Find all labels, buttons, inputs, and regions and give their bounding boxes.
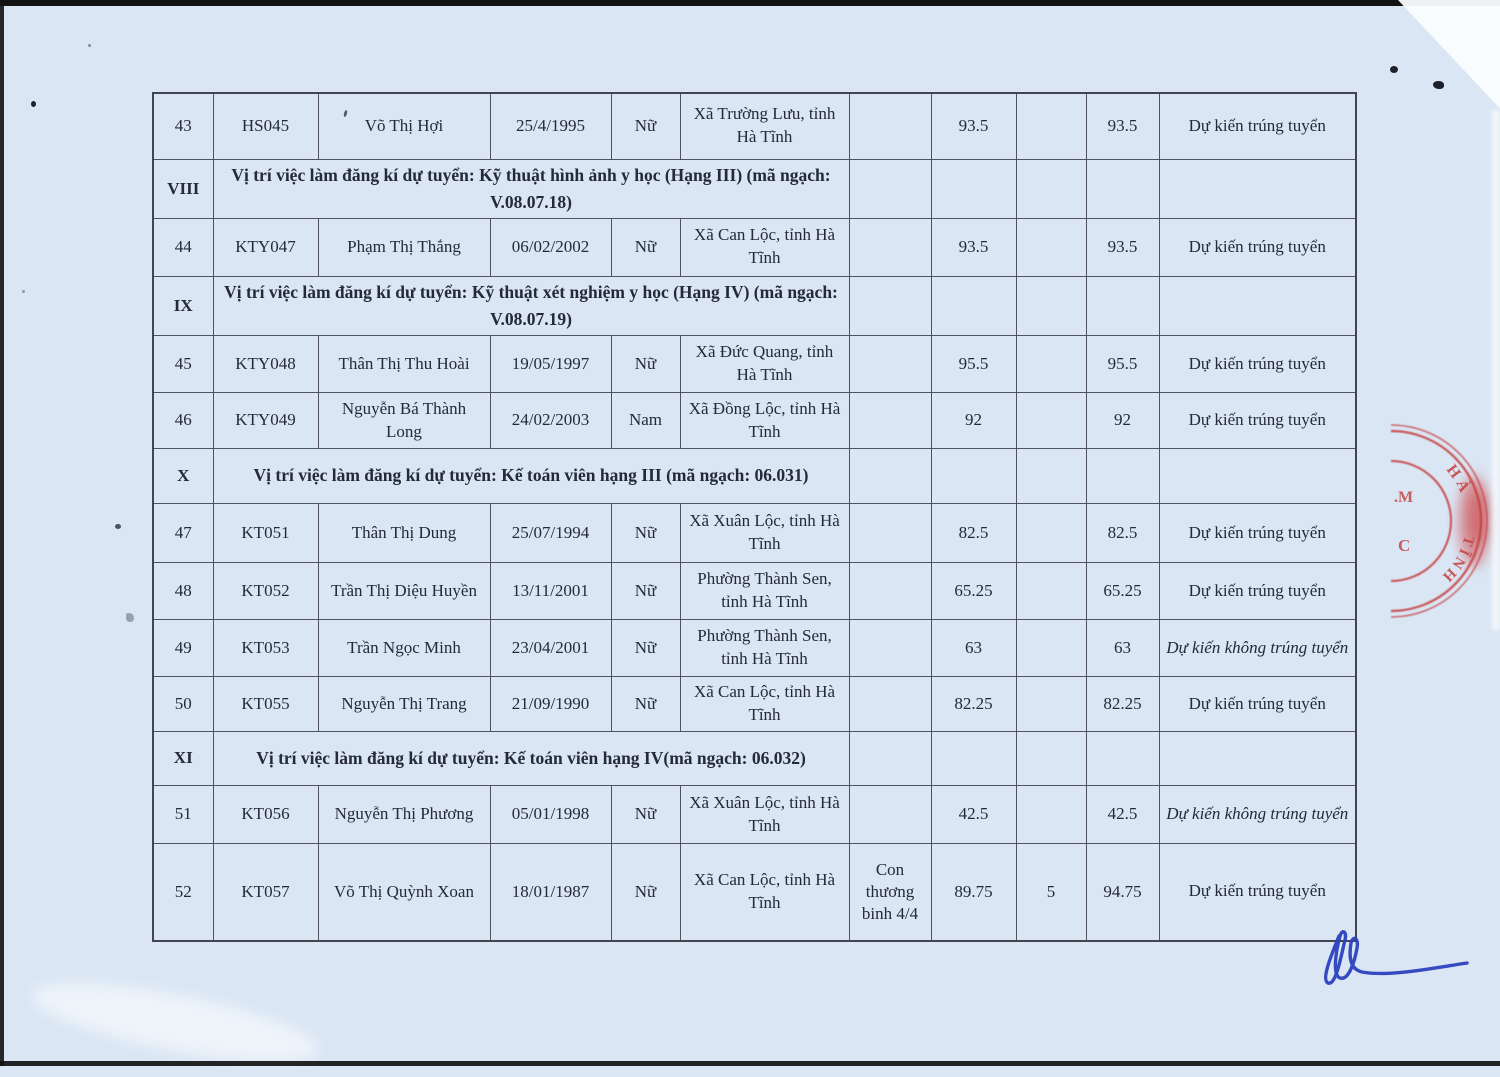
empty-cell bbox=[1086, 732, 1159, 786]
cell-code: KT055 bbox=[213, 677, 318, 732]
cell-code: KT052 bbox=[213, 563, 318, 620]
stamp-ring-text: TĨNH bbox=[1437, 533, 1477, 587]
cell-bonus bbox=[1016, 504, 1086, 563]
cell-section-numeral: IX bbox=[153, 276, 213, 335]
cell-gender: Nữ bbox=[611, 218, 680, 276]
cell-name: Phạm Thị Thắng bbox=[318, 218, 490, 276]
cell-bonus bbox=[1016, 218, 1086, 276]
cell-address: Xã Đồng Lộc, tỉnh Hà Tĩnh bbox=[680, 393, 849, 449]
section-title: Vị trí việc làm đăng kí dự tuyển: Kỹ thuật xét nghiệm y học (Hạng IV) (mã ngạch: V.08.07.19) bbox=[213, 276, 849, 335]
cell-gender: Nam bbox=[611, 393, 680, 449]
cell-result: Dự kiến trúng tuyển bbox=[1159, 336, 1356, 393]
cell-total: 42.5 bbox=[1086, 786, 1159, 844]
cell-priority bbox=[849, 504, 931, 563]
cell-section-numeral: VIII bbox=[153, 159, 213, 218]
cell-score: 89.75 bbox=[931, 844, 1016, 941]
section-title: Vị trí việc làm đăng kí dự tuyển: Kế toán viên hạng IV(mã ngạch: 06.032) bbox=[213, 732, 849, 786]
cell-name: Nguyễn Thị Trang bbox=[318, 677, 490, 732]
cell-total: 93.5 bbox=[1086, 218, 1159, 276]
table-row bbox=[153, 393, 1356, 449]
cell-score: 42.5 bbox=[931, 786, 1016, 844]
cell-priority bbox=[849, 218, 931, 276]
cell-name: Trần Ngọc Minh bbox=[318, 620, 490, 677]
empty-cell bbox=[1086, 159, 1159, 218]
cell-bonus bbox=[1016, 393, 1086, 449]
cell-code: KTY047 bbox=[213, 218, 318, 276]
cell-total: 82.5 bbox=[1086, 504, 1159, 563]
cell-address: Phường Thành Sen, tỉnh Hà Tĩnh bbox=[680, 563, 849, 620]
cell-code: KTY049 bbox=[213, 393, 318, 449]
ink-speck bbox=[31, 101, 36, 107]
section-row bbox=[153, 449, 1356, 504]
cell-address: Xã Can Lộc, tỉnh Hà Tĩnh bbox=[680, 218, 849, 276]
cell-priority bbox=[849, 677, 931, 732]
cell-gender: Nữ bbox=[611, 677, 680, 732]
cell-section-numeral: XI bbox=[153, 732, 213, 786]
cell-stt: 52 bbox=[153, 844, 213, 941]
cell-address: Xã Xuân Lộc, tỉnh Hà Tĩnh bbox=[680, 504, 849, 563]
cell-stt: 50 bbox=[153, 677, 213, 732]
cell-name: Nguyễn Thị Phương bbox=[318, 786, 490, 844]
cell-address: Xã Can Lộc, tỉnh Hà Tĩnh bbox=[680, 677, 849, 732]
empty-cell bbox=[1086, 449, 1159, 504]
cell-address: Phường Thành Sen, tỉnh Hà Tĩnh bbox=[680, 620, 849, 677]
cell-result: Dự kiến trúng tuyển bbox=[1159, 393, 1356, 449]
cell-total: 94.75 bbox=[1086, 844, 1159, 941]
cell-code: KT057 bbox=[213, 844, 318, 941]
cell-code: KTY048 bbox=[213, 336, 318, 393]
cell-score: 95.5 bbox=[931, 336, 1016, 393]
page-corner-fold bbox=[1350, 0, 1500, 118]
official-stamp bbox=[1368, 418, 1500, 633]
cell-name: Thân Thị Dung bbox=[318, 504, 490, 563]
empty-cell bbox=[1159, 732, 1356, 786]
cell-priority bbox=[849, 786, 931, 844]
cell-gender: Nữ bbox=[611, 620, 680, 677]
cell-code: HS045 bbox=[213, 93, 318, 159]
ink-speck bbox=[1433, 81, 1444, 89]
empty-cell bbox=[849, 276, 931, 335]
cell-result: Dự kiến trúng tuyển bbox=[1159, 563, 1356, 620]
cell-result: Dự kiến trúng tuyển bbox=[1159, 218, 1356, 276]
candidate-results-table bbox=[152, 92, 1357, 942]
empty-cell bbox=[1159, 449, 1356, 504]
cell-address: Xã Can Lộc, tỉnh Hà Tĩnh bbox=[680, 844, 849, 941]
cell-result: Dự kiến trúng tuyển bbox=[1159, 677, 1356, 732]
cell-score: 65.25 bbox=[931, 563, 1016, 620]
cell-address: Xã Đức Quang, tỉnh Hà Tĩnh bbox=[680, 336, 849, 393]
cell-score: 93.5 bbox=[931, 93, 1016, 159]
cell-dob: 13/11/2001 bbox=[490, 563, 611, 620]
ink-speck bbox=[1390, 66, 1398, 73]
cell-score: 63 bbox=[931, 620, 1016, 677]
cell-bonus bbox=[1016, 620, 1086, 677]
cell-dob: 19/05/1997 bbox=[490, 336, 611, 393]
empty-cell bbox=[1159, 276, 1356, 335]
cell-code: KT051 bbox=[213, 504, 318, 563]
cell-gender: Nữ bbox=[611, 93, 680, 159]
table-row bbox=[153, 563, 1356, 620]
section-row bbox=[153, 276, 1356, 335]
stamp-fragment-text: C bbox=[1398, 536, 1411, 555]
section-row bbox=[153, 732, 1356, 786]
cell-bonus bbox=[1016, 786, 1086, 844]
table-row bbox=[153, 218, 1356, 276]
ink-speck bbox=[88, 44, 91, 47]
cell-score: 82.5 bbox=[931, 504, 1016, 563]
empty-cell bbox=[1016, 159, 1086, 218]
cell-dob: 21/09/1990 bbox=[490, 677, 611, 732]
cell-dob: 06/02/2002 bbox=[490, 218, 611, 276]
cell-priority bbox=[849, 563, 931, 620]
cell-name: Thân Thị Thu Hoài bbox=[318, 336, 490, 393]
cell-total: 92 bbox=[1086, 393, 1159, 449]
cell-bonus bbox=[1016, 93, 1086, 159]
stamp-ring-text: HÀ bbox=[1442, 461, 1475, 499]
ink-speck bbox=[126, 613, 134, 622]
table-row bbox=[153, 93, 1356, 159]
cell-dob: 25/07/1994 bbox=[490, 504, 611, 563]
cell-bonus bbox=[1016, 563, 1086, 620]
cell-stt: 43 bbox=[153, 93, 213, 159]
cell-priority bbox=[849, 620, 931, 677]
cell-score: 92 bbox=[931, 393, 1016, 449]
scan-edge-top bbox=[0, 0, 1500, 6]
cell-gender: Nữ bbox=[611, 786, 680, 844]
cell-result: Dự kiến trúng tuyển bbox=[1159, 93, 1356, 159]
handwritten-signature bbox=[1295, 918, 1490, 1010]
table-row bbox=[153, 844, 1356, 941]
cell-result: Dự kiến không trúng tuyển bbox=[1159, 620, 1356, 677]
cell-priority bbox=[849, 93, 931, 159]
cell-result: Dự kiến trúng tuyển bbox=[1159, 844, 1356, 941]
stamp-fragment-text: .M bbox=[1394, 489, 1414, 506]
cell-name: Nguyễn Bá Thành Long bbox=[318, 393, 490, 449]
cell-name: Võ Thị Quỳnh Xoan bbox=[318, 844, 490, 941]
cell-stt: 45 bbox=[153, 336, 213, 393]
cell-gender: Nữ bbox=[611, 336, 680, 393]
cell-section-numeral: X bbox=[153, 449, 213, 504]
cell-total: 82.25 bbox=[1086, 677, 1159, 732]
cell-stt: 51 bbox=[153, 786, 213, 844]
cell-address: Xã Xuân Lộc, tỉnh Hà Tĩnh bbox=[680, 786, 849, 844]
cell-code: KT056 bbox=[213, 786, 318, 844]
cell-stt: 48 bbox=[153, 563, 213, 620]
cell-priority bbox=[849, 393, 931, 449]
cell-total: 65.25 bbox=[1086, 563, 1159, 620]
cell-score: 82.25 bbox=[931, 677, 1016, 732]
cell-dob: 25/4/1995 bbox=[490, 93, 611, 159]
ink-speck bbox=[22, 290, 25, 293]
cell-score: 93.5 bbox=[931, 218, 1016, 276]
cell-priority bbox=[849, 336, 931, 393]
cell-gender: Nữ bbox=[611, 563, 680, 620]
scan-light-strip bbox=[1492, 110, 1500, 630]
cell-dob: 23/04/2001 bbox=[490, 620, 611, 677]
cell-result: Dự kiến trúng tuyển bbox=[1159, 504, 1356, 563]
ink-speck bbox=[115, 524, 121, 529]
empty-cell bbox=[1159, 159, 1356, 218]
table-row bbox=[153, 504, 1356, 563]
cell-bonus bbox=[1016, 677, 1086, 732]
empty-cell bbox=[931, 276, 1016, 335]
cell-total: 93.5 bbox=[1086, 93, 1159, 159]
cell-stt: 46 bbox=[153, 393, 213, 449]
cell-address: Xã Trường Lưu, tỉnh Hà Tĩnh bbox=[680, 93, 849, 159]
cell-priority: Con thương binh 4/4 bbox=[849, 844, 931, 941]
cell-dob: 18/01/1987 bbox=[490, 844, 611, 941]
empty-cell bbox=[931, 732, 1016, 786]
table-row bbox=[153, 336, 1356, 393]
empty-cell bbox=[1086, 276, 1159, 335]
cell-name: Võ Thị Hợi bbox=[318, 93, 490, 159]
cell-bonus bbox=[1016, 336, 1086, 393]
empty-cell bbox=[931, 159, 1016, 218]
empty-cell bbox=[1016, 449, 1086, 504]
scan-edge-bottom bbox=[0, 1061, 1500, 1066]
table-row bbox=[153, 677, 1356, 732]
cell-gender: Nữ bbox=[611, 844, 680, 941]
table-row bbox=[153, 620, 1356, 677]
cell-code: KT053 bbox=[213, 620, 318, 677]
cell-gender: Nữ bbox=[611, 504, 680, 563]
table-row bbox=[153, 786, 1356, 844]
cell-name: Trần Thị Diệu Huyền bbox=[318, 563, 490, 620]
section-title: Vị trí việc làm đăng kí dự tuyển: Kỹ thuật hình ảnh y học (Hạng III) (mã ngạch: V.08.07.18) bbox=[213, 159, 849, 218]
empty-cell bbox=[931, 449, 1016, 504]
scan-edge-left bbox=[0, 0, 4, 1066]
section-title: Vị trí việc làm đăng kí dự tuyển: Kế toán viên hạng III (mã ngạch: 06.031) bbox=[213, 449, 849, 504]
cell-total: 95.5 bbox=[1086, 336, 1159, 393]
cell-dob: 05/01/1998 bbox=[490, 786, 611, 844]
cell-stt: 49 bbox=[153, 620, 213, 677]
cell-stt: 47 bbox=[153, 504, 213, 563]
empty-cell bbox=[849, 449, 931, 504]
cell-result: Dự kiến không trúng tuyển bbox=[1159, 786, 1356, 844]
empty-cell bbox=[1016, 276, 1086, 335]
empty-cell bbox=[1016, 732, 1086, 786]
cell-stt: 44 bbox=[153, 218, 213, 276]
cell-dob: 24/02/2003 bbox=[490, 393, 611, 449]
empty-cell bbox=[849, 732, 931, 786]
cell-bonus: 5 bbox=[1016, 844, 1086, 941]
section-row bbox=[153, 159, 1356, 218]
cell-total: 63 bbox=[1086, 620, 1159, 677]
empty-cell bbox=[849, 159, 931, 218]
